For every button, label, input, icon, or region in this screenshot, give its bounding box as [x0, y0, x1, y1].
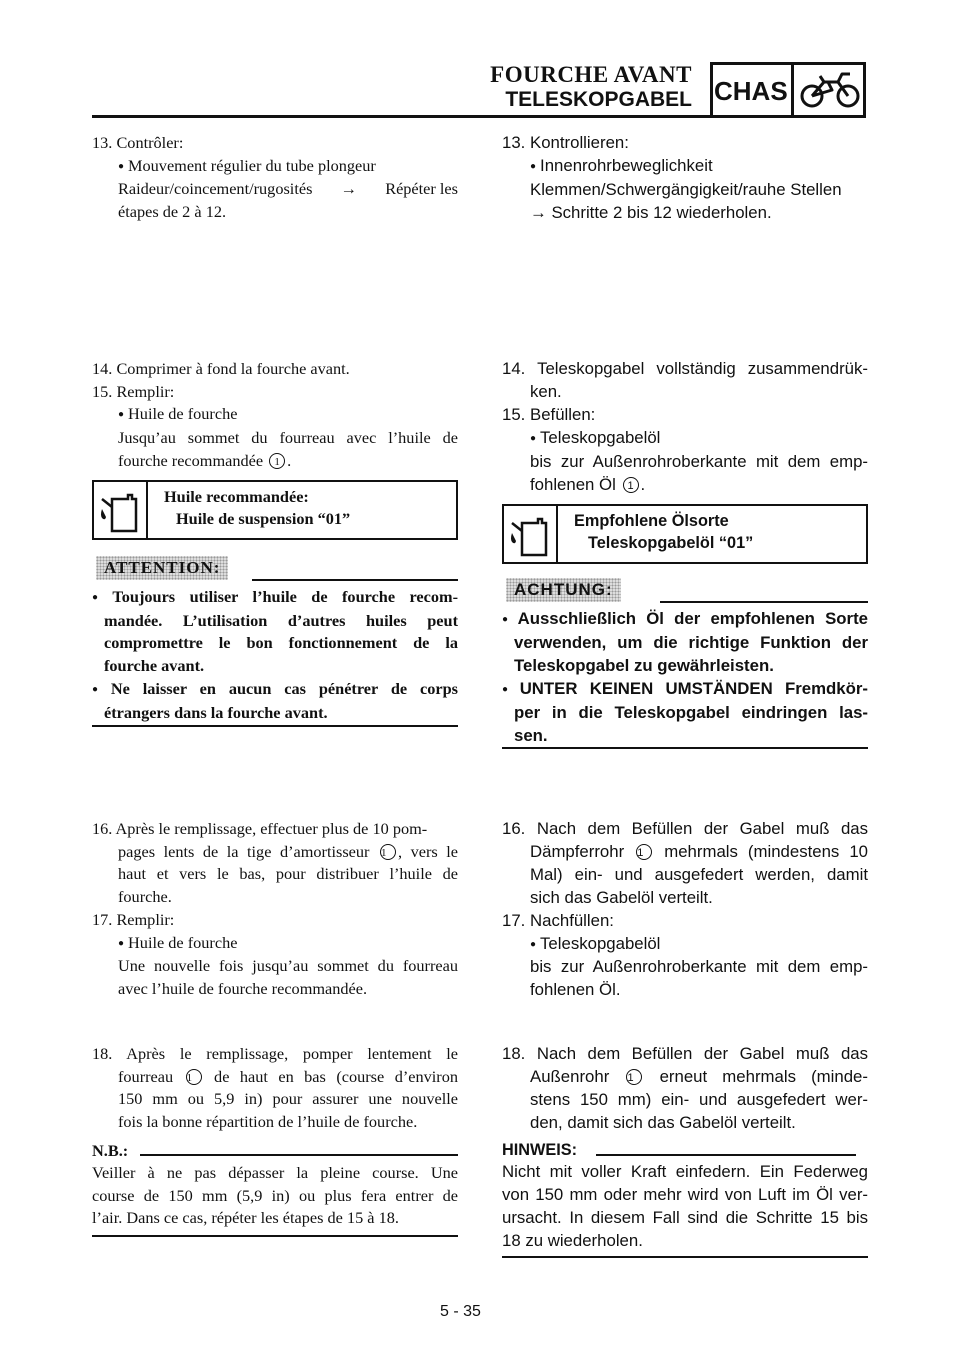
step-line: Jusqu’au sommet du fourreau avec l’huile de [118, 428, 458, 448]
fr-note-tag: N.B.: [92, 1141, 129, 1160]
spec-value: Huile de suspension “01” [176, 509, 351, 528]
step-line: fourreau [118, 1066, 174, 1086]
callout-number: 1 [380, 844, 396, 860]
step-bullet: Teleskopgabelöl [540, 427, 661, 447]
de-caution-tag: ACHTUNG: [506, 578, 621, 602]
step-line: fois la bonne répartition de l’huile de fourche. [118, 1112, 418, 1132]
step-bullet: Huile de fourche [128, 932, 238, 952]
step-title: Contrôler: [116, 133, 184, 152]
step-number: 18. [92, 1044, 113, 1063]
header-rule [92, 115, 710, 118]
step-line: Nach dem Befüllen der Gabel muß das [536, 1044, 868, 1063]
step-bullet: Huile de fourche [128, 404, 238, 424]
step-line: Nach dem Befüllen der Gabel muß das [536, 819, 868, 838]
note-rule [140, 1154, 458, 1156]
section-code: CHAS [714, 76, 788, 106]
fr-note-body [92, 1162, 458, 1230]
callout-number: 1 [626, 1069, 642, 1085]
note-line: course de 150 mm (5,9 in) ou plus fera entrer de [92, 1185, 458, 1205]
bullet-icon: ● [118, 409, 125, 421]
de-spec-text [574, 510, 753, 554]
step-bullet: Mouvement régulier du tube plongeur [128, 155, 376, 175]
step-title: Remplir: [116, 909, 175, 929]
step-title: Nachfüllen: [530, 910, 614, 930]
bullet-icon: ● [502, 614, 514, 625]
step-line: mehrmals (mindestens 10 [664, 841, 868, 861]
step-line: Répéter les [385, 179, 458, 199]
de-step-16-17 [502, 818, 868, 1002]
step-line: bis zur Außenrohroberkante mit dem emp- [530, 451, 868, 471]
step-title: Remplir: [116, 381, 175, 401]
step-line: Schritte 2 bis 12 wiederholen. [551, 202, 772, 222]
fr-step-14-15: 14. Comprimer à fond la fourche avant. 15. Remplir: ● Huile de fourche Jusqu’au sommet du fourreau avec l’huile de fourche recommandée 1 . [92, 359, 458, 470]
note-line: Veiller à ne pas dépasser la pleine course. Une [92, 1163, 458, 1182]
step-text: Comprimer à fond la fourche avant. [116, 359, 350, 378]
note-line: von 150 mm oder mehr wird von Luft im Öl ver- [502, 1184, 868, 1204]
step-number: 15. [502, 404, 526, 424]
oil-can-icon [98, 485, 142, 535]
de-caution-body [502, 608, 868, 747]
step-line: , vers le [398, 841, 458, 861]
step-line: fourche. [118, 887, 172, 907]
step-number: 18. [502, 1044, 526, 1063]
step-number: 14. [502, 359, 526, 378]
caution-end-rule [502, 747, 868, 749]
step-line: 150 mm ou 5,9 in) pour assurer une nouvelle [118, 1089, 458, 1109]
oil-can-icon [508, 509, 552, 559]
de-step-14-15: 14. Teleskopgabel vollständig zusammendrük- ken. 15. Befüllen: ● Teleskopgabelöl bis zur Außenrohroberkante mit dem emp- fohlenen Öl 1 . [502, 359, 868, 494]
step-line: Mal) ein- und ausgefedert werden, damit [530, 864, 868, 884]
caution-line: mandée. L’utilisation d’autres huiles peut [104, 610, 458, 630]
step-line: pages lents de la tige d’amortisseur [118, 841, 370, 861]
step-line: avec l’huile de fourche recommandée. [118, 978, 368, 998]
fr-caution-body [92, 586, 458, 724]
caution-rule [660, 601, 868, 603]
spec-divider [146, 480, 148, 540]
fr-spec-text [164, 486, 350, 530]
fr-step-16-17 [92, 818, 458, 1001]
step-number: 16. [92, 819, 113, 838]
step-line: Außenrohr [530, 1066, 610, 1086]
caution-line: Teleskopgabel zu gewährleisten. [514, 655, 774, 675]
step-title: Befüllen: [530, 404, 596, 424]
step-line: stens 150 mm) ein- und ausgefedert wer- [530, 1089, 868, 1109]
de-note-tag: HINWEIS: [502, 1141, 578, 1159]
callout-number: 1 [269, 453, 285, 469]
page-number: 5 - 35 [440, 1303, 481, 1320]
de-note-body [502, 1161, 868, 1253]
note-line: l’air. Dans ce cas, répéter les étapes de 15 à 18. [92, 1208, 399, 1228]
note-rule [596, 1154, 856, 1156]
spec-label: Huile recommandée: [164, 487, 309, 506]
caution-line: per in die Teleskopgabel eindringen las- [514, 702, 868, 722]
note-line: ursacht. In diesem Fall sind die Schritte 15 bis [502, 1207, 868, 1227]
bullet-icon: ● [118, 937, 125, 949]
callout-number: 1 [186, 1069, 202, 1085]
caution-line: Ne laisser en aucun cas pénétrer de corps [110, 678, 458, 698]
step-line: Après le remplissage, effectuer plus de 10 pom- [115, 819, 428, 838]
caution-line: étrangers dans la fourche avant. [104, 702, 328, 722]
caution-line: UNTER KEINEN UMSTÄNDEN Fremdkör- [519, 678, 868, 698]
de-step-18 [502, 1043, 868, 1135]
step-bullet: Innenrohrbeweglichkeit [540, 155, 713, 175]
note-end-rule [92, 1235, 458, 1237]
caution-line: verwenden, um die richtige Funktion der [514, 632, 868, 652]
step-line: Raideur/coincement/rugosités [118, 179, 313, 199]
caution-line: sen. [514, 725, 548, 745]
spec-label: Empfohlene Ölsorte [574, 512, 729, 530]
step-title: Kontrollieren: [530, 133, 629, 152]
de-step-13 [502, 132, 868, 225]
caution-line: compromettre le bon fonctionnement de la [104, 633, 458, 653]
arrow-icon: → [530, 202, 547, 222]
caution-line: fourche avant. [104, 656, 205, 676]
step-number: 14. [92, 359, 113, 378]
bullet-icon: ● [118, 160, 125, 172]
callout-number: 1 [636, 844, 652, 860]
caution-line: Toujours utiliser l’huile de fourche recom- [112, 587, 458, 606]
page-title-de: TELESKOPGABEL [505, 88, 692, 111]
caution-line: Ausschließlich Öl der empfohlenen Sorte [517, 609, 869, 628]
step-bullet: Teleskopgabelöl [540, 933, 661, 953]
spec-divider [556, 504, 558, 564]
caution-end-rule [92, 725, 458, 727]
step-line: fourche recommandée [118, 450, 264, 470]
bullet-icon: ● [530, 938, 537, 950]
bullet-icon: ● [92, 592, 109, 603]
note-line: 18 zu wiederholen. [502, 1230, 643, 1250]
step-number: 13. [502, 133, 526, 152]
caution-rule [252, 579, 458, 581]
note-line: Nicht mit voller Kraft einfedern. Ein Federweg [502, 1162, 868, 1181]
step-line: étapes de 2 à 12. [118, 202, 227, 222]
step-line: de haut en bas (course d’environ [214, 1066, 458, 1086]
step-line: Dämpferrohr [530, 841, 625, 861]
step-line: Après le remplissage, pomper lentement le [126, 1044, 459, 1063]
bullet-icon: ● [530, 432, 537, 444]
step-number: 17. [502, 910, 526, 930]
step-number: 15. [92, 381, 113, 401]
step-line: ken. [530, 381, 562, 401]
step-number: 13. [92, 133, 113, 152]
step-line: fohlenen Öl. [530, 980, 621, 1000]
fr-step-18 [92, 1043, 458, 1134]
step-number: 17. [92, 909, 113, 929]
step-number: 16. [502, 819, 526, 838]
callout-number: 1 [623, 477, 639, 493]
step-line: erneut mehrmals (minde- [659, 1066, 868, 1086]
spec-value: Teleskopgabelöl “01” [588, 534, 754, 552]
fr-caution-tag: ATTENTION: [96, 556, 228, 580]
bullet-icon: ● [530, 160, 537, 172]
arrow-icon: → [340, 179, 357, 199]
bullet-icon: ● [92, 683, 107, 695]
fr-step-13 [92, 132, 458, 224]
motorcycle-icon [798, 68, 862, 112]
step-line: sich das Gabelöl verteilt. [530, 887, 713, 907]
bullet-icon: ● [502, 683, 516, 695]
step-line: bis zur Außenrohroberkante mit dem emp- [530, 957, 868, 977]
step-line: Teleskopgabel vollständig zusammendrük- [537, 359, 868, 378]
page-title-fr: FOURCHE AVANT [490, 62, 692, 87]
section-badge-divider [791, 62, 794, 118]
step-line: Une nouvelle fois jusqu’au sommet du fourreau [118, 956, 458, 976]
step-line: den, damit sich das Gabelöl verteilt. [530, 1112, 796, 1132]
note-end-rule [502, 1256, 868, 1258]
step-line: haut et vers le bas, pour distribuer l’huile de [118, 864, 458, 884]
step-line: Klemmen/Schwergängigkeit/rauhe Stellen [530, 179, 842, 199]
step-line: fohlenen Öl [530, 474, 616, 494]
